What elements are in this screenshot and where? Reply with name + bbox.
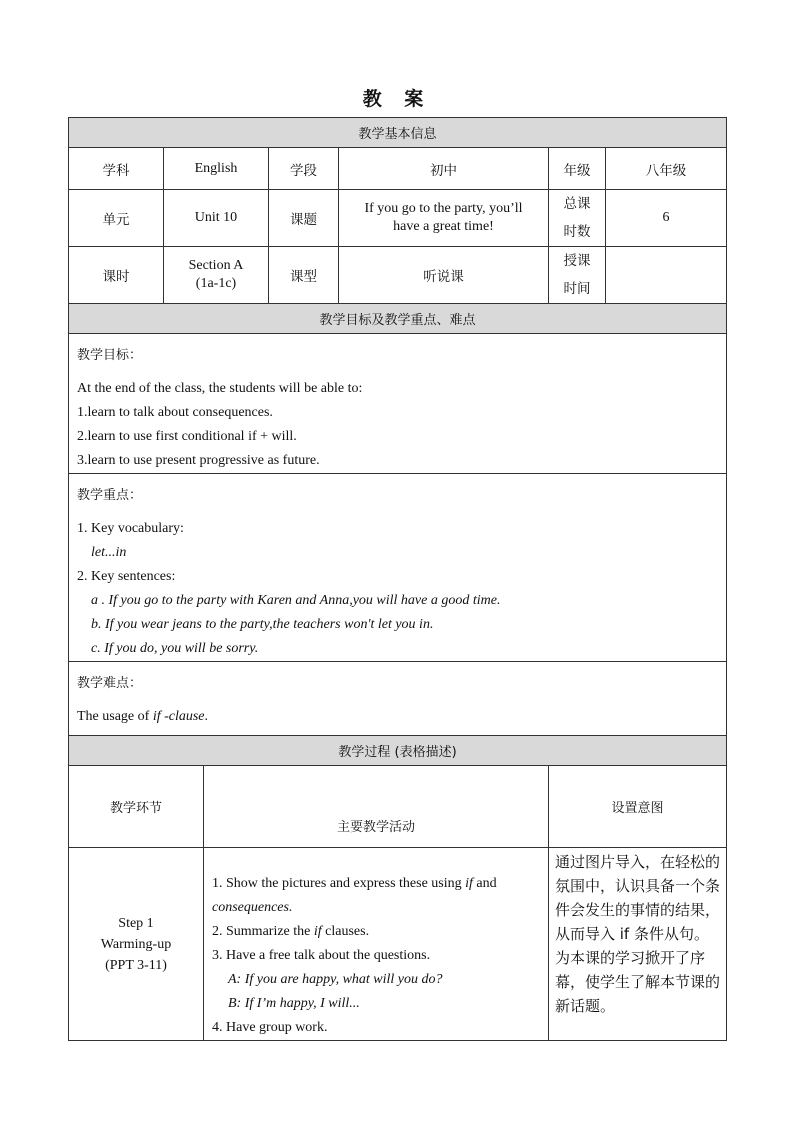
page-title: 教 案 bbox=[362, 88, 432, 110]
unit-value: Unit 10 bbox=[164, 190, 269, 247]
activity-2-post: clauses. bbox=[321, 924, 370, 939]
difficulties-cell bbox=[69, 662, 727, 736]
activity-2-pre: 2. Summarize the bbox=[212, 924, 314, 939]
objective-line: At the end of the class, the students will be able to: bbox=[77, 381, 363, 396]
objectives-cell bbox=[69, 334, 727, 474]
step1-name-line-3: (PPT 3-11) bbox=[105, 957, 167, 973]
subject-value: English bbox=[164, 148, 269, 190]
stage-value: 初中 bbox=[339, 148, 549, 190]
total-hours-label-line-2: 时数 bbox=[563, 224, 591, 240]
lesson-type-value: 听说课 bbox=[339, 247, 549, 304]
key-vocab: let...in bbox=[91, 545, 127, 560]
activity-1-italic: if bbox=[465, 876, 473, 891]
stage-header: 教学环节 bbox=[69, 766, 204, 848]
info-row-3 bbox=[69, 247, 727, 304]
basic-info-header: 教学基本信息 bbox=[69, 118, 727, 148]
grade-value: 八年级 bbox=[606, 148, 727, 190]
objective-line: 1.learn to talk about consequences. bbox=[77, 405, 273, 420]
basic-info-band bbox=[69, 118, 727, 148]
key-sentence: b. If you wear jeans to the party,the teachers won't let you in. bbox=[91, 617, 434, 632]
activity-line bbox=[212, 872, 542, 896]
period-value bbox=[164, 247, 269, 304]
period-value-line-2: (1a-1c) bbox=[195, 276, 237, 291]
difficulties-text-italic: if -clause bbox=[152, 709, 205, 724]
teach-time-label-line-1: 授课 bbox=[563, 253, 591, 269]
info-row-2 bbox=[69, 190, 727, 247]
activity-2-italic: if bbox=[313, 924, 322, 939]
info-row-1 bbox=[69, 148, 727, 190]
objective-line: 2.learn to use first conditional if + will. bbox=[77, 429, 297, 444]
difficulties-heading: 教学难点： bbox=[77, 676, 143, 691]
total-hours-label-line-1: 总课 bbox=[563, 196, 591, 212]
teach-time-label bbox=[549, 247, 606, 304]
intent-header: 设置意图 bbox=[549, 766, 727, 848]
objectives-heading: 教学目标： bbox=[77, 348, 143, 363]
period-label: 课时 bbox=[69, 247, 164, 304]
activity-1-post: and bbox=[472, 876, 497, 891]
activity-line: 4. Have group work. bbox=[212, 1020, 328, 1035]
stage-label: 学段 bbox=[269, 148, 339, 190]
key-points-row bbox=[69, 474, 727, 662]
key-sentences-label: 2. Key sentences: bbox=[77, 569, 176, 584]
topic-value: If you go to the party, you’ll have a great time! bbox=[339, 190, 549, 247]
activity-line bbox=[212, 920, 542, 944]
subject-label: 学科 bbox=[69, 148, 164, 190]
teach-time-label-line-2: 时间 bbox=[563, 281, 591, 297]
key-points-cell bbox=[69, 474, 727, 662]
key-points-heading: 教学重点： bbox=[77, 488, 143, 503]
lesson-plan-table bbox=[68, 117, 727, 1041]
goals-band-row bbox=[69, 304, 727, 334]
activity-1-pre: 1. Show the pictures and express these using bbox=[212, 876, 466, 891]
step1-activities bbox=[204, 848, 549, 1041]
grade-label: 年级 bbox=[549, 148, 606, 190]
difficulties-row bbox=[69, 662, 727, 736]
difficulties-text bbox=[77, 705, 718, 729]
step1-intent: 通过图片导入，在轻松的氛围中，认识具备一个条件会发生的事情的结果，从而导入 if 条件从句。为本课的学习掀开了序幕，使学生了解本节课的新话题。 bbox=[549, 848, 727, 1041]
step1-name bbox=[69, 848, 204, 1041]
key-vocab-label: 1. Key vocabulary: bbox=[77, 521, 184, 536]
total-hours-value: 6 bbox=[606, 190, 727, 247]
process-header-row bbox=[69, 766, 727, 848]
process-band-row bbox=[69, 736, 727, 766]
topic-label: 课题 bbox=[269, 190, 339, 247]
step1-name-line-1: Step 1 bbox=[118, 915, 154, 931]
activity-header: 主要教学活动 bbox=[204, 766, 549, 848]
objective-line: 3.learn to use present progressive as future. bbox=[77, 453, 320, 468]
difficulties-text-prefix: The usage of bbox=[77, 709, 153, 724]
key-sentence: a . If you go to the party with Karen and Anna,you will have a good time. bbox=[91, 593, 501, 608]
activity-line: 3. Have a free talk about the questions. bbox=[212, 948, 431, 963]
key-sentence: c. If you do, you will be sorry. bbox=[91, 641, 259, 656]
teach-time-value bbox=[606, 247, 727, 304]
period-value-line-1: Section A bbox=[188, 258, 244, 273]
goals-band: 教学目标及教学重点、难点 bbox=[69, 304, 727, 334]
activity-line: A: If you are happy, what will you do? bbox=[228, 972, 443, 987]
unit-label: 单元 bbox=[69, 190, 164, 247]
step1-name-line-2: Warming-up bbox=[100, 936, 172, 952]
objectives-row bbox=[69, 334, 727, 474]
total-hours-label bbox=[549, 190, 606, 247]
lesson-type-label: 课型 bbox=[269, 247, 339, 304]
difficulties-text-suffix: . bbox=[204, 709, 209, 724]
process-band: 教学过程 (表格描述) bbox=[69, 736, 727, 766]
step1-row bbox=[69, 848, 727, 1041]
activity-line: consequences. bbox=[212, 900, 293, 915]
activity-line: B: If I’m happy, I will... bbox=[228, 996, 360, 1011]
